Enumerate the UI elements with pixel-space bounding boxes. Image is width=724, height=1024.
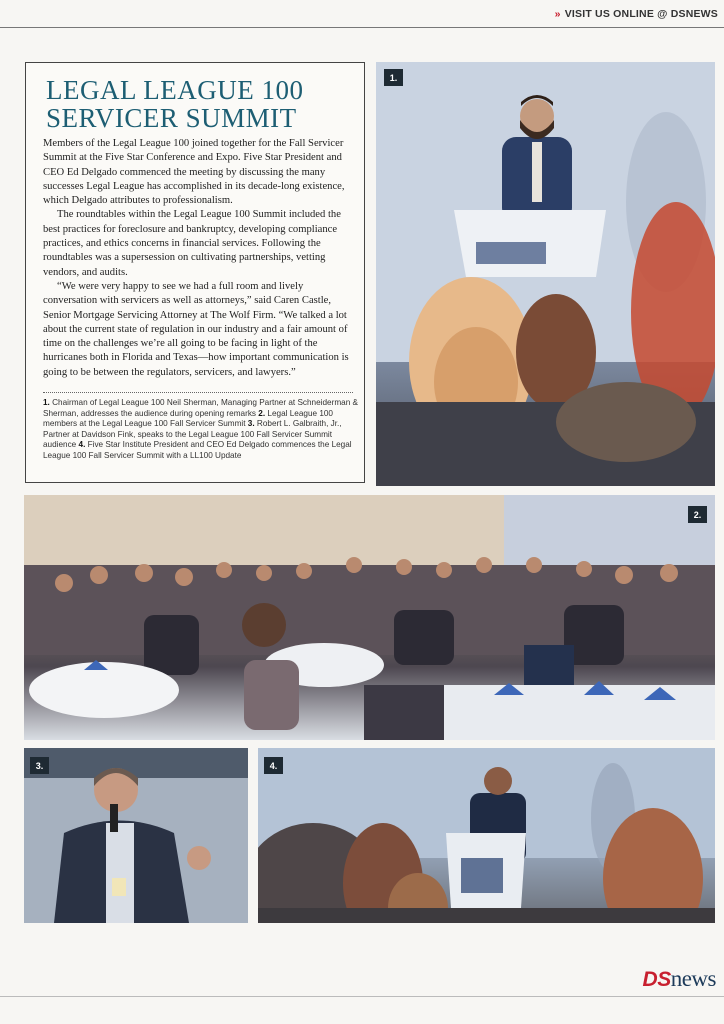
article-title: LEGAL LEAGUE 100 SERVICER SUMMIT xyxy=(46,75,304,133)
photo-1-illustration xyxy=(376,62,715,486)
visit-online-banner[interactable] xyxy=(555,8,718,20)
footer-rule xyxy=(0,996,724,997)
caption-text: Legal League 100 members at the Legal League 100 Fall Servicer Summit xyxy=(43,408,333,429)
visit-online-text: VISIT US ONLINE @ DSNEWS xyxy=(564,8,718,20)
article-box xyxy=(25,62,365,483)
photo-number-badge: 2. xyxy=(688,506,707,523)
photo-4-illustration xyxy=(258,748,715,923)
photo-4-presenter-podium xyxy=(258,748,715,923)
photo-2-banquet-room xyxy=(24,495,715,740)
header-rule xyxy=(0,27,724,28)
photo-3-audience-speaker xyxy=(24,748,248,923)
logo-news: news xyxy=(670,966,716,991)
article-paragraph: Members of the Legal League 100 joined together for the Fall Servicer Summit at the Five Star Conference and Expo. Five Star President and CEO Ed Delgado commenced the meeting by discussing the many successes Legal League has accomplished in its decade-long existence, which Delgado attributes to professionalism. xyxy=(43,138,345,207)
photo-3-illustration xyxy=(24,748,248,923)
article-body xyxy=(43,137,355,380)
caption-divider xyxy=(43,392,353,393)
photo-captions xyxy=(43,398,358,462)
double-chevron-icon: » xyxy=(554,8,561,20)
caption-number: 1. xyxy=(43,398,50,407)
caption-text: Chairman of Legal League 100 Neil Sherman, Managing Partner at Schneiderman & Sherman, addresses the audience during opening remarks xyxy=(43,398,358,418)
caption-text: Robert L. Galbraith, Jr., Partner at Davidson Fink, speaks to the Legal League 100 Fall Servicer Summit audience xyxy=(43,419,342,450)
caption-number: 3. xyxy=(247,419,255,429)
dsnews-logo[interactable] xyxy=(643,966,716,992)
logo-ds: DS xyxy=(642,968,671,991)
caption-text: Five Star Institute President and CEO Ed Delgado commences the Legal League 100 Fall Servicer Summit with a LL100 Update xyxy=(43,440,352,460)
photo-number-badge: 3. xyxy=(30,757,49,774)
caption-number: 4. xyxy=(78,440,86,450)
photo-number-badge: 1. xyxy=(384,69,403,86)
caption-number: 2. xyxy=(258,408,266,418)
photo-2-illustration xyxy=(24,495,715,740)
photo-1-speaker-podium xyxy=(376,62,715,486)
photo-number-badge: 4. xyxy=(264,757,283,774)
article-paragraph: “We were very happy to see we had a full room and lively conversation with servicers as well as attorneys,” said Caren Castle, Senior Mortgage Servicing Attorney at The Wolf Firm. “We talked a lot about the current state of regulation in our industry and a fair amount of time on the challenges we’re all going to be facing in light of the hurricanes both in Florida and Texas—how important communication is going to be between the regulators, servicers, and lawyers.” xyxy=(43,280,349,378)
article-paragraph: The roundtables within the Legal League 100 Summit included the best practices for foreclosure and bankruptcy, developing compliance practices, and ethics concerns in financial services. Following the roundtables was a supersession on cultivating partnerships, vetting vendors, and audits. xyxy=(43,209,341,278)
